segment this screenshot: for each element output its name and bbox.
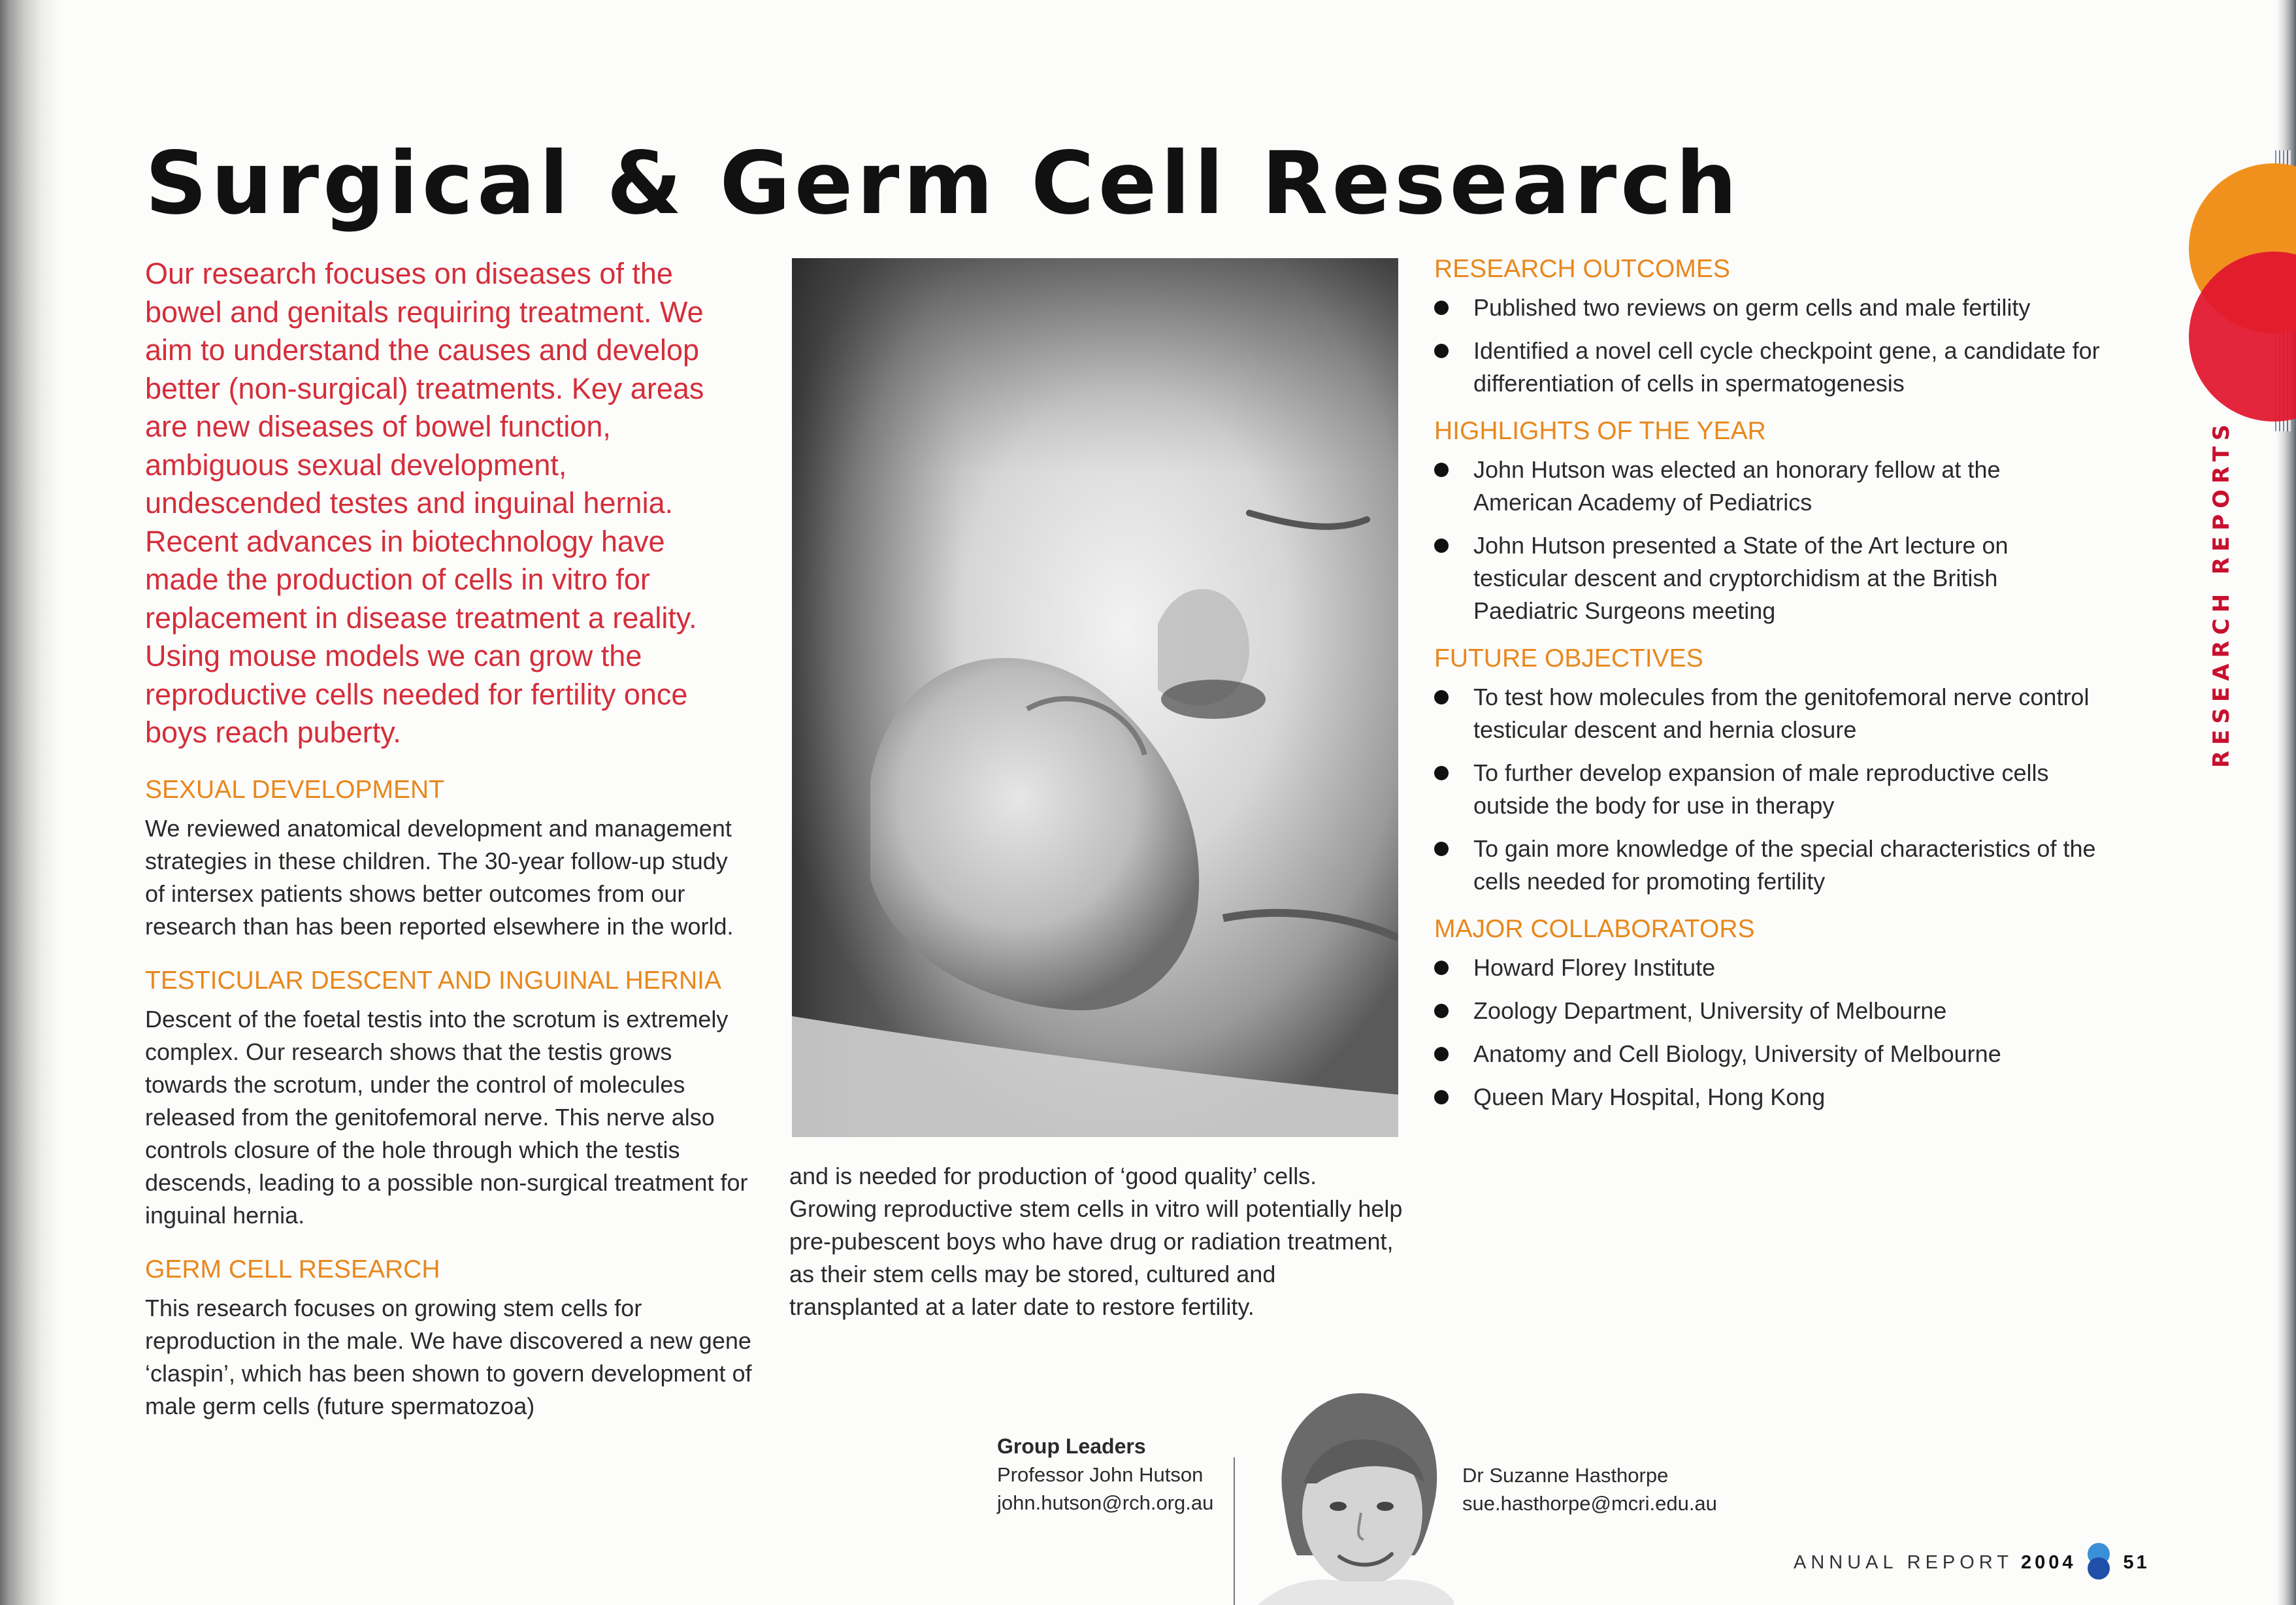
- bullet-dot-icon: [1434, 766, 1449, 780]
- section-research-outcomes: [1434, 254, 2101, 400]
- list-item: Zoology Department, University of Melbourne: [1434, 995, 2101, 1027]
- section-highlights: [1434, 416, 2101, 627]
- leader1-email: john.hutson@rch.org.au: [997, 1491, 1214, 1514]
- section-body: Descent of the foetal testis into the scrotum is extremely complex. Our research shows that the testis grows towards the scrotum, under the control of molecules released from the genitofemoral nerve. This nerve also controls closure of the hole through which the testis descends, leading to a possible non-surgical treatment for inguinal hernia.: [145, 1006, 748, 1229]
- section-heading: TESTICULAR DESCENT AND INGUINAL HERNIA: [145, 967, 721, 995]
- bullet-dot-icon: [1434, 538, 1449, 553]
- leader1-name: Professor John Hutson: [997, 1463, 1204, 1486]
- bullet-dot-icon: [1434, 961, 1449, 975]
- list-item: Published two reviews on germ cells and male fertility: [1434, 291, 2101, 324]
- bullet-dot-icon: [1434, 842, 1449, 856]
- section-testicular-descent: [145, 965, 753, 1232]
- bullet-list: [1434, 951, 2101, 1114]
- footer-report-label: ANNUAL REPORT: [1794, 1551, 2013, 1573]
- section-heading: MAJOR COLLABORATORS: [1434, 915, 1755, 943]
- leaders-divider: [1234, 1457, 1235, 1605]
- list-item: John Hutson presented a State of the Art lecture on testicular descent and cryptorchidism at the British Paediatric Surgeons meeting: [1434, 529, 2101, 627]
- section-major-collaborators: [1434, 914, 2101, 1114]
- leader2-name: Dr Suzanne Hasthorpe: [1462, 1464, 1669, 1487]
- suzanne-hasthorpe-portrait: [1258, 1385, 1454, 1605]
- page-title: Surgical & Germ Cell Research: [145, 133, 1741, 234]
- leader2-email: sue.hasthorpe@mcri.edu.au: [1462, 1492, 1717, 1515]
- bullet-dot-icon: [1434, 301, 1449, 315]
- report-logo-icon: [2086, 1542, 2111, 1584]
- section-tab-label: RESEARCH REPORTS: [2208, 418, 2235, 768]
- list-item: Anatomy and Cell Biology, University of Melbourne: [1434, 1038, 2101, 1070]
- left-column: [145, 774, 753, 1423]
- section-heading: GERM CELL RESEARCH: [145, 1255, 440, 1283]
- section-heading: SEXUAL DEVELOPMENT: [145, 776, 445, 804]
- list-item: Queen Mary Hospital, Hong Kong: [1434, 1081, 2101, 1114]
- section-sexual-development: [145, 774, 753, 943]
- bullet-dot-icon: [1434, 690, 1449, 704]
- list-item: Howard Florey Institute: [1434, 951, 2101, 984]
- bullet-list: [1434, 454, 2101, 627]
- section-body: We reviewed anatomical development and management strategies in these children. The 30-year follow-up study of intersex patients shows better outcomes from our research than has been reported elsewhere in the world.: [145, 815, 734, 940]
- list-item: Identified a novel cell cycle checkpoint gene, a candidate for differentiation of cells in spermatogenesis: [1434, 335, 2101, 400]
- book-gutter-shadow: [0, 0, 59, 1605]
- sleeping-baby-photo: [792, 258, 1398, 1137]
- middle-continuation-text: and is needed for production of ‘good quality’ cells. Growing reproductive stem cells in vitro will potentially help pre-pubescent boys who have drug or radiation treatment, as their stem cells may be stored, cultured and transplanted at a later date to restore fertility.: [789, 1163, 1403, 1320]
- section-heading: HIGHLIGHTS OF THE YEAR: [1434, 417, 1766, 445]
- baby-photo-illustration: [792, 258, 1398, 1137]
- list-item: John Hutson was elected an honorary fellow at the American Academy of Pediatrics: [1434, 454, 2101, 519]
- page-footer: [1794, 1546, 2150, 1579]
- list-item: To test how molecules from the genitofemoral nerve control testicular descent and hernia closure: [1434, 681, 2101, 746]
- section-heading: FUTURE OBJECTIVES: [1434, 644, 1703, 672]
- bullet-dot-icon: [1434, 463, 1449, 477]
- section-body: This research focuses on growing stem cells for reproduction in the male. We have discovered a new gene ‘claspin’, which has been shown to govern development of male germ cells (future spermatozoa): [145, 1295, 752, 1419]
- page-number: 51: [2123, 1551, 2150, 1573]
- group-leaders-block: [997, 1432, 1213, 1517]
- section-future-objectives: [1434, 643, 2101, 898]
- bullet-dot-icon: [1434, 1090, 1449, 1104]
- bullet-dot-icon: [1434, 344, 1449, 358]
- list-item: To further develop expansion of male reproductive cells outside the body for use in therapy: [1434, 757, 2101, 822]
- group-leaders-label: Group Leaders: [997, 1434, 1146, 1458]
- section-germ-cell-research: [145, 1254, 753, 1423]
- list-item: To gain more knowledge of the special characteristics of the cells needed for promoting fertility: [1434, 833, 2101, 898]
- bullet-dot-icon: [1434, 1047, 1449, 1061]
- second-leader-block: [1462, 1461, 1717, 1517]
- portrait-illustration: [1258, 1385, 1454, 1605]
- footer-year: 2004: [2020, 1551, 2076, 1573]
- intro-paragraph: Our research focuses on diseases of the bowel and genitals requiring treatment. We aim to understand the causes and develop better (non-surgical) treatments. Key areas are new diseases of bowel function, ambiguous sexual development, undescended testes and inguinal hernia. Recent advances in biotechnology have made the production of cells in vitro for replacement in disease treatment a reality. Using mouse models we can grow the reproductive cells needed for fertility once boys reach puberty.: [145, 257, 704, 749]
- bullet-list: [1434, 291, 2101, 400]
- right-column: [1434, 254, 2101, 1124]
- section-heading: RESEARCH OUTCOMES: [1434, 255, 1730, 283]
- bullet-list: [1434, 681, 2101, 898]
- bullet-dot-icon: [1434, 1004, 1449, 1018]
